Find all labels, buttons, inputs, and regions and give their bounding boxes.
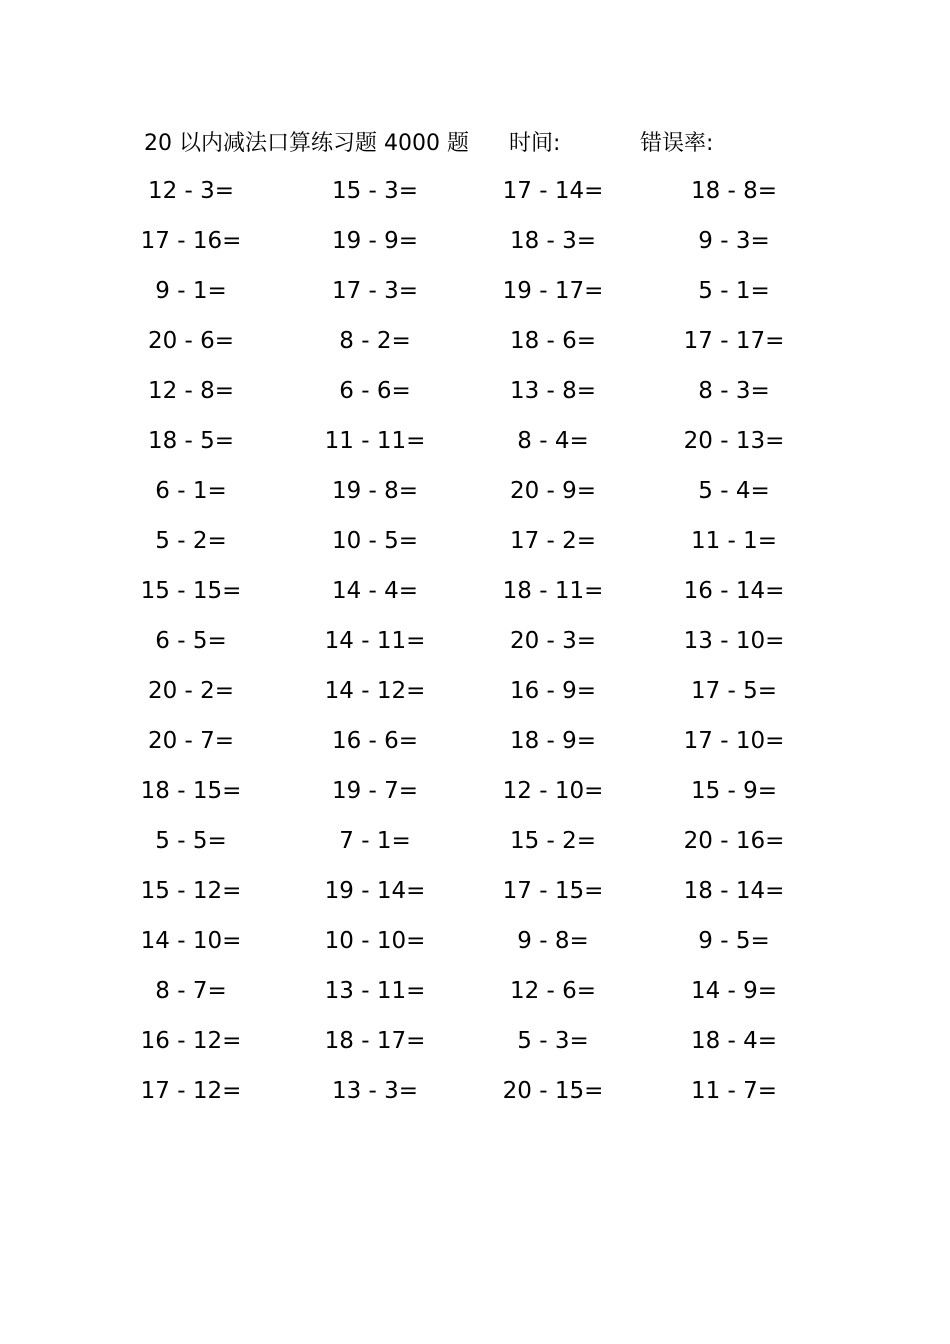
problem-cell: 20 - 16= (683, 828, 785, 854)
problem-row (0, 666, 950, 716)
problem-row (0, 716, 950, 766)
problem-cell: 17 - 16= (140, 228, 242, 254)
problem-row (0, 366, 950, 416)
problem-grid (0, 166, 950, 1116)
problem-cell: 11 - 11= (324, 428, 426, 454)
time-label: 时间: (509, 131, 561, 156)
problem-cell: 18 - 4= (690, 1028, 778, 1054)
problem-cell: 17 - 5= (690, 678, 778, 704)
problem-cell: 8 - 7= (155, 978, 227, 1004)
problem-row (0, 966, 950, 1016)
problem-cell: 5 - 1= (698, 278, 770, 304)
worksheet-title: 20 以内减法口算练习题 4000 题 (144, 131, 469, 156)
problem-cell: 8 - 2= (339, 328, 411, 354)
problem-cell: 20 - 6= (147, 328, 235, 354)
problem-cell: 19 - 17= (502, 278, 604, 304)
problem-cell: 19 - 8= (331, 478, 419, 504)
problem-cell: 20 - 2= (147, 678, 235, 704)
problem-cell: 18 - 3= (509, 228, 597, 254)
problem-cell: 17 - 10= (683, 728, 785, 754)
problem-cell: 9 - 8= (517, 928, 589, 954)
problem-cell: 18 - 8= (690, 178, 778, 204)
problem-cell: 7 - 1= (339, 828, 411, 854)
problem-cell: 20 - 7= (147, 728, 235, 754)
problem-cell: 13 - 8= (509, 378, 597, 404)
problem-cell: 9 - 1= (155, 278, 227, 304)
problem-cell: 18 - 14= (683, 878, 785, 904)
problem-cell: 20 - 13= (683, 428, 785, 454)
problem-cell: 18 - 6= (509, 328, 597, 354)
problem-row (0, 766, 950, 816)
problem-row (0, 466, 950, 516)
problem-cell: 20 - 15= (502, 1078, 604, 1104)
problem-cell: 13 - 10= (683, 628, 785, 654)
problem-cell: 19 - 7= (331, 778, 419, 804)
problem-cell: 11 - 7= (690, 1078, 778, 1104)
problem-cell: 18 - 15= (140, 778, 242, 804)
problem-cell: 17 - 2= (509, 528, 597, 554)
problem-cell: 17 - 3= (331, 278, 419, 304)
problem-cell: 6 - 5= (155, 628, 227, 654)
problem-cell: 13 - 3= (331, 1078, 419, 1104)
problem-cell: 9 - 3= (698, 228, 770, 254)
problem-cell: 18 - 11= (502, 578, 604, 604)
error-rate-label: 错误率: (640, 131, 714, 156)
problem-cell: 5 - 3= (517, 1028, 589, 1054)
problem-cell: 19 - 14= (324, 878, 426, 904)
problem-cell: 11 - 1= (690, 528, 778, 554)
problem-cell: 12 - 10= (502, 778, 604, 804)
problem-row (0, 616, 950, 666)
problem-cell: 16 - 9= (509, 678, 597, 704)
problem-row (0, 866, 950, 916)
problem-cell: 20 - 3= (509, 628, 597, 654)
problem-cell: 9 - 5= (698, 928, 770, 954)
problem-cell: 12 - 3= (147, 178, 235, 204)
problem-cell: 16 - 12= (140, 1028, 242, 1054)
problem-row (0, 166, 950, 216)
problem-cell: 14 - 4= (331, 578, 419, 604)
problem-cell: 13 - 11= (324, 978, 426, 1004)
problem-cell: 15 - 2= (509, 828, 597, 854)
problem-cell: 15 - 15= (140, 578, 242, 604)
problem-cell: 5 - 2= (155, 528, 227, 554)
problem-cell: 15 - 12= (140, 878, 242, 904)
problem-row (0, 566, 950, 616)
problem-row (0, 1016, 950, 1066)
problem-cell: 6 - 1= (155, 478, 227, 504)
problem-row (0, 216, 950, 266)
problem-cell: 16 - 14= (683, 578, 785, 604)
problem-row (0, 416, 950, 466)
problem-cell: 18 - 9= (509, 728, 597, 754)
problem-cell: 6 - 6= (339, 378, 411, 404)
problem-cell: 18 - 5= (147, 428, 235, 454)
problem-cell: 14 - 12= (324, 678, 426, 704)
problem-cell: 14 - 11= (324, 628, 426, 654)
problem-cell: 17 - 17= (683, 328, 785, 354)
problem-cell: 17 - 15= (502, 878, 604, 904)
problem-cell: 14 - 10= (140, 928, 242, 954)
problem-row (0, 916, 950, 966)
problem-cell: 8 - 3= (698, 378, 770, 404)
problem-cell: 17 - 14= (502, 178, 604, 204)
problem-cell: 14 - 9= (690, 978, 778, 1004)
problem-cell: 5 - 5= (155, 828, 227, 854)
problem-cell: 18 - 17= (324, 1028, 426, 1054)
problem-row (0, 1066, 950, 1116)
problem-row (0, 816, 950, 866)
problem-cell: 17 - 12= (140, 1078, 242, 1104)
problem-cell: 20 - 9= (509, 478, 597, 504)
problem-row (0, 266, 950, 316)
problem-cell: 10 - 10= (324, 928, 426, 954)
problem-cell: 16 - 6= (331, 728, 419, 754)
problem-row (0, 316, 950, 366)
problem-cell: 15 - 9= (690, 778, 778, 804)
worksheet-header (0, 124, 950, 164)
problem-cell: 12 - 8= (147, 378, 235, 404)
problem-row (0, 516, 950, 566)
problem-cell: 8 - 4= (517, 428, 589, 454)
problem-cell: 5 - 4= (698, 478, 770, 504)
problem-cell: 15 - 3= (331, 178, 419, 204)
problem-cell: 12 - 6= (509, 978, 597, 1004)
problem-cell: 10 - 5= (331, 528, 419, 554)
problem-cell: 19 - 9= (331, 228, 419, 254)
